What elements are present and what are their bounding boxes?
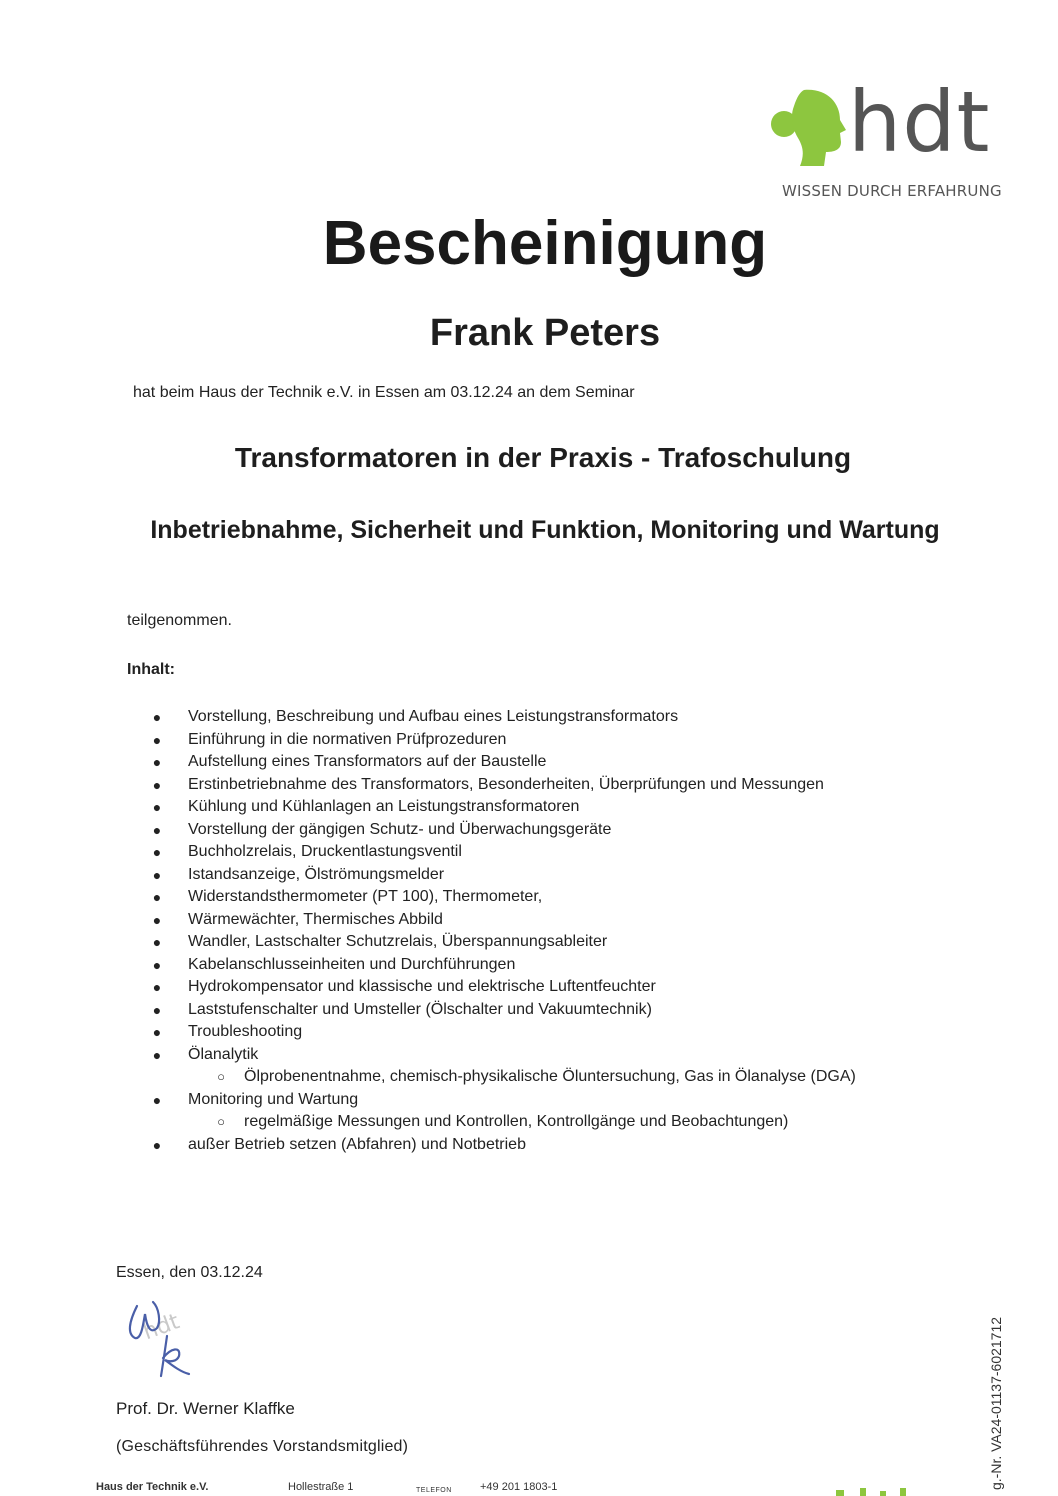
bullet-icon: ● <box>152 754 162 770</box>
bullet-icon: ● <box>152 1136 162 1153</box>
signer-name: Prof. Dr. Werner Klaffke <box>116 1399 295 1418</box>
seminar-subtitle: Inbetriebnahme, Sicherheit und Funktion, Monitoring und Wartung <box>150 516 940 544</box>
circle-bullet-icon: ○ <box>217 1114 225 1129</box>
footer-phone: +49 201 1803-1 <box>480 1481 558 1493</box>
list-item-text: Laststufenschalter und Umsteller (Ölschalter und Vakuumtechnik) <box>188 1000 652 1018</box>
list-item-text: Kabelanschlusseinheiten und Durchführungen <box>188 955 516 973</box>
bullet-icon: ● <box>152 709 162 725</box>
list-item <box>150 1044 950 1067</box>
recipient-name: Frank Peters <box>429 312 661 354</box>
list-item <box>150 909 950 932</box>
list-item-text: Monitoring und Wartung <box>188 1090 359 1108</box>
list-item-text: Troubleshooting <box>188 1023 303 1040</box>
place-date: Essen, den 03.12.24 <box>116 1264 263 1281</box>
list-item <box>150 931 950 954</box>
list-item <box>150 841 950 864</box>
list-item <box>150 796 950 819</box>
list-item <box>150 1134 950 1157</box>
bullet-icon: ● <box>152 1024 162 1040</box>
signer-role: (Geschäftsführendes Vorstandsmitglied) <box>116 1438 409 1455</box>
list-item <box>150 751 950 774</box>
sub-list-item <box>150 1066 950 1089</box>
list-item-text: Vorstellung der gängigen Schutz- und Überwachungsgeräte <box>188 820 612 838</box>
list-item <box>150 886 950 909</box>
list-item-text: Vorstellung, Beschreibung und Aufbau eines Leistungstransformators <box>188 708 679 725</box>
bullet-icon: ● <box>152 799 162 815</box>
list-item <box>150 1021 950 1044</box>
circle-bullet-icon: ○ <box>217 1069 225 1084</box>
list-item-text: Widerstandsthermometer (PT 100), Thermometer, <box>188 888 543 905</box>
bullet-icon: ● <box>152 956 162 973</box>
intro-text: hat beim Haus der Technik e.V. in Essen am 03.12.24 an dem Seminar <box>133 384 635 401</box>
list-item-text: Wärmewächter, Thermisches Abbild <box>188 910 443 928</box>
list-item-text: außer Betrieb setzen (Abfahren) und Notbetrieb <box>188 1135 526 1153</box>
list-item <box>150 1089 950 1112</box>
bullet-icon: ● <box>152 1046 162 1063</box>
bullet-icon: ● <box>152 866 162 883</box>
list-item <box>150 774 950 797</box>
registration-number: g.-Nr. VA24-01137-6021712 <box>988 1316 1004 1490</box>
list-item-text: Ölprobenentnahme, chemisch-physikalische Öluntersuchung, Gas in Ölanalyse (DGA) <box>244 1068 856 1085</box>
bullet-icon: ● <box>152 1091 162 1108</box>
list-item-text: Istandsanzeige, Ölströmungsmelder <box>188 865 445 883</box>
bullet-icon: ● <box>152 1001 162 1018</box>
bullet-icon: ● <box>152 911 162 928</box>
list-item <box>150 819 950 842</box>
list-item-text: Ölanalytik <box>188 1045 259 1063</box>
footer-org: Haus der Technik e.V. <box>96 1481 209 1493</box>
participation-text: teilgenommen. <box>127 612 232 629</box>
sub-list-item <box>150 1111 950 1134</box>
list-item-text: regelmäßige Messungen und Kontrollen, Kontrollgänge und Beobachtungen) <box>244 1113 789 1130</box>
list-item-text: Aufstellung eines Transformators auf der Baustelle <box>188 753 547 770</box>
logo-wordmark: hdt <box>848 73 991 171</box>
bullet-icon: ● <box>152 934 162 950</box>
list-item-text: Hydrokompensator und klassische und elektrische Luftentfeuchter <box>188 978 656 995</box>
content-list <box>150 706 950 1156</box>
list-item-text: Erstinbetriebnahme des Transformators, Besonderheiten, Überprüfungen und Messungen <box>188 775 824 793</box>
list-item-text: Buchholzrelais, Druckentlastungsventil <box>188 843 462 860</box>
bullet-icon: ● <box>152 979 162 995</box>
list-item-text: Kühlung und Kühlanlagen an Leistungstransformatoren <box>188 798 580 815</box>
bullet-icon: ● <box>152 844 162 860</box>
list-item <box>150 729 950 752</box>
signature <box>115 1288 225 1388</box>
list-item <box>150 954 950 977</box>
logo-tagline: WISSEN DURCH ERFAHRUNG <box>782 182 1002 200</box>
footer-street: Hollestraße 1 <box>288 1481 354 1493</box>
content-heading: Inhalt: <box>127 661 175 678</box>
list-item <box>150 864 950 887</box>
head-profile-icon <box>770 86 850 170</box>
seminar-title: Transformatoren in der Praxis - Trafoschulung <box>234 442 852 473</box>
footer-phone-label: TELEFON <box>416 1487 452 1494</box>
list-item-text: Einführung in die normativen Prüfprozeduren <box>188 730 507 748</box>
list-item <box>150 976 950 999</box>
svg-text:hdt: hdt <box>139 1309 183 1346</box>
footer-logo-fragment <box>836 1488 926 1496</box>
bullet-icon: ● <box>152 821 162 838</box>
document-title: Bescheinigung <box>322 209 768 278</box>
list-item <box>150 706 950 729</box>
bullet-icon: ● <box>152 731 162 748</box>
bullet-icon: ● <box>152 889 162 905</box>
hdt-logo <box>770 73 1030 216</box>
bullet-icon: ● <box>152 776 162 793</box>
list-item <box>150 999 950 1022</box>
list-item-text: Wandler, Lastschalter Schutzrelais, Überspannungsableiter <box>188 933 608 950</box>
